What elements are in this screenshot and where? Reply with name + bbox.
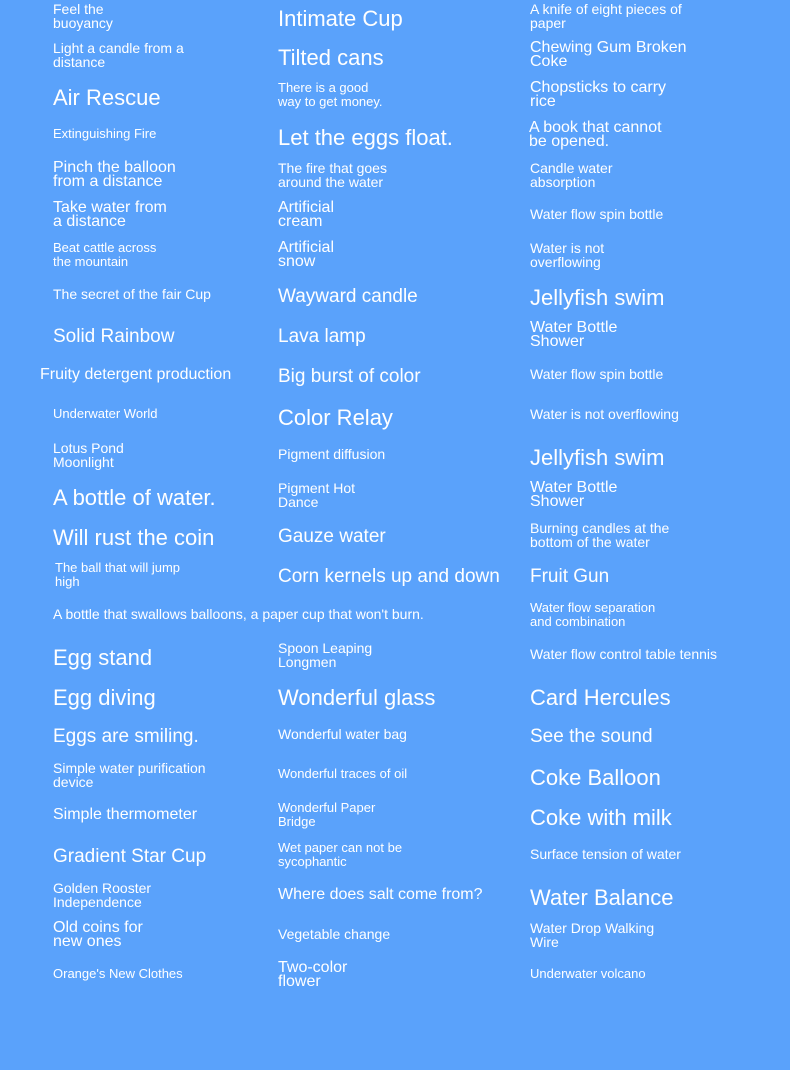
experiment-title-line: Artificial (278, 199, 335, 216)
experiment-title (278, 801, 375, 829)
experiment-title-line: Extinguishing Fire (53, 126, 157, 141)
experiment-title-line: around the water (278, 174, 384, 190)
experiment-title-line: Let the eggs float. (278, 125, 453, 150)
experiment-title (278, 8, 403, 30)
experiment-title (530, 687, 671, 709)
experiment-title (530, 887, 673, 909)
experiment-title-line: Eggs are smiling. (53, 726, 199, 747)
experiment-title (53, 327, 174, 346)
experiment-title (530, 161, 613, 189)
experiment-title (530, 287, 664, 309)
experiment-title (53, 201, 167, 229)
experiment-title-line: Water is not overflowing (530, 406, 679, 422)
experiment-title (278, 127, 453, 149)
experiment-title (530, 767, 661, 789)
experiment-title-line: Longmen (278, 654, 337, 670)
experiment-title-line: Water Drop Walking (530, 920, 655, 936)
experiment-title-line: device (53, 774, 94, 790)
experiment-title (530, 601, 655, 629)
experiment-title-line: Wonderful traces of oil (278, 766, 408, 781)
experiment-title-line: Coke Balloon (530, 765, 661, 790)
experiment-title-line: Water Bottle (530, 479, 618, 496)
experiment-title (53, 87, 161, 109)
experiment-title-line: new ones (53, 933, 122, 950)
experiment-title-line: The secret of the fair Cup (53, 286, 211, 302)
experiment-title (530, 2, 682, 30)
experiment-title (530, 807, 672, 829)
experiment-title-line: Big burst of color (278, 366, 421, 387)
experiment-title-line: Take water from (53, 199, 167, 216)
experiment-title-line: Air Rescue (53, 85, 161, 110)
experiment-title-line: the mountain (53, 254, 129, 269)
experiment-title-line: Surface tension of water (530, 846, 681, 862)
experiment-title (530, 727, 653, 746)
experiment-title-line: Fruity detergent production (40, 366, 232, 383)
experiment-title-line: Water flow separation (530, 600, 656, 615)
experiment-title (530, 447, 664, 469)
experiment-title-line: Chewing Gum Broken (530, 39, 687, 56)
experiment-title (53, 241, 156, 269)
experiment-title-line: sycophantic (278, 854, 347, 869)
experiment-title (530, 407, 679, 421)
experiment-title-line: Egg diving (53, 685, 156, 710)
experiment-title (53, 2, 113, 30)
experiment-title-line: Candle water (530, 160, 613, 176)
experiment-title (530, 647, 717, 661)
experiment-title-line: Burning candles at the (530, 520, 670, 536)
experiment-title-line: Intimate Cup (278, 6, 403, 31)
experiment-title-line: Wonderful glass (278, 685, 436, 710)
experiment-title-line: A book that cannot (529, 119, 662, 136)
experiment-title (278, 367, 421, 386)
experiment-title (530, 241, 604, 269)
experiment-title-line: Pinch the balloon (53, 159, 176, 176)
experiment-title-line: snow (278, 253, 316, 270)
experiment-title (278, 567, 500, 586)
experiment-title-line: See the sound (530, 726, 653, 747)
experiment-title-line: Lava lamp (278, 326, 366, 347)
experiment-title-line: flower (278, 973, 321, 990)
experiment-title (55, 561, 180, 589)
experiment-title-line: Pigment diffusion (278, 446, 386, 462)
experiment-title-line: The ball that will jump (55, 560, 180, 575)
experiment-title (278, 767, 407, 780)
experiment-title (278, 527, 386, 546)
experiment-title-line: Vegetable change (278, 926, 391, 942)
experiment-title-line: way to get money. (278, 94, 383, 109)
experiment-title-line: Dance (278, 494, 319, 510)
experiment-title-line: Shower (530, 493, 585, 510)
experiment-title-line: Coke with milk (530, 805, 672, 830)
experiment-title-line: Water is not (530, 240, 605, 256)
experiment-title (53, 41, 184, 69)
experiment-title-line: Two-color (278, 959, 348, 976)
experiment-title (53, 921, 143, 949)
experiment-title-line: rice (530, 93, 556, 110)
experiment-title-line: There is a good (278, 80, 369, 95)
experiment-title-line: Wet paper can not be (278, 840, 403, 855)
experiment-title (530, 521, 669, 549)
experiment-title (530, 481, 617, 509)
experiment-title-line: cream (278, 213, 323, 230)
experiment-title-line: Where does salt come from? (278, 886, 483, 903)
experiment-title (53, 487, 216, 509)
experiment-title (278, 961, 347, 989)
experiment-title-line: Gauze water (278, 526, 386, 547)
experiment-title-line: buoyancy (53, 15, 113, 31)
experiment-title (53, 127, 156, 140)
experiment-title-line: Tilted cans (278, 45, 384, 70)
experiment-title-line: Color Relay (278, 405, 393, 430)
experiment-title-line: Wire (530, 934, 559, 950)
experiment-title (530, 321, 617, 349)
experiment-title (53, 647, 152, 669)
experiment-title-line: Simple water purification (53, 760, 206, 776)
experiment-title (530, 567, 609, 586)
experiment-title-line: Jellyfish swim (530, 285, 665, 310)
experiment-title-line: The fire that goes (278, 160, 387, 176)
experiment-title-line: Water Balance (530, 885, 674, 910)
experiment-title-line: absorption (530, 174, 596, 190)
experiment-title (53, 407, 158, 420)
experiment-title-line: Water flow control table tennis (530, 646, 718, 662)
experiment-title-line: Bridge (278, 814, 316, 829)
experiment-title (530, 367, 663, 381)
experiment-title (278, 407, 393, 429)
experiment-title (278, 481, 355, 509)
experiment-title-line: Simple thermometer (53, 806, 198, 823)
experiment-title (53, 441, 124, 469)
experiment-title (278, 47, 384, 69)
experiment-title-line: Chopsticks to carry (530, 79, 667, 96)
experiment-title-line: Moonlight (53, 454, 114, 470)
experiment-title-line: Water Bottle (530, 319, 618, 336)
experiment-title (53, 847, 206, 866)
experiment-title-line: Wayward candle (278, 286, 418, 307)
experiment-title-line: and combination (530, 614, 626, 629)
experiment-title (278, 927, 390, 941)
experiment-title (53, 607, 424, 621)
experiment-title (278, 887, 483, 903)
experiment-title (530, 921, 654, 949)
experiment-title (278, 447, 385, 461)
experiment-title-line: Solid Rainbow (53, 326, 175, 347)
experiment-title-line: Shower (530, 333, 585, 350)
experiment-title-line: Egg stand (53, 645, 153, 670)
experiment-title (530, 847, 681, 861)
experiment-title-line: from a distance (53, 173, 163, 190)
experiment-title-line: overflowing (530, 254, 601, 270)
experiment-title-line: Gradient Star Cup (53, 846, 207, 867)
experiment-title-line: Underwater World (53, 406, 158, 421)
experiment-title-line: Jellyfish swim (530, 445, 665, 470)
experiment-title-line: Wonderful water bag (278, 726, 407, 742)
experiment-title-line: be opened. (529, 133, 610, 150)
experiment-title-line: Coke (530, 53, 568, 70)
experiment-title-line: Orange's New Clothes (53, 966, 183, 981)
experiment-title-line: Old coins for (53, 919, 143, 936)
experiment-title (53, 527, 214, 549)
experiment-title (530, 81, 666, 109)
experiment-title (278, 841, 402, 869)
experiment-title (530, 967, 646, 980)
experiment-title-line: Artificial (278, 239, 335, 256)
experiment-title-line: Water flow spin bottle (530, 366, 664, 382)
experiment-title (53, 287, 211, 301)
experiment-title-line: a distance (53, 213, 126, 230)
experiment-title-line: high (55, 574, 80, 589)
experiment-title-line: paper (530, 15, 566, 31)
experiment-title-line: Beat cattle across (53, 240, 157, 255)
experiment-title (40, 367, 231, 383)
experiment-title (278, 687, 435, 709)
experiment-title (529, 121, 662, 149)
experiment-title-line: A bottle of water. (53, 485, 216, 510)
experiment-title (53, 967, 183, 980)
experiment-title (53, 761, 206, 789)
experiment-title-line: Independence (53, 894, 142, 910)
experiment-title (53, 687, 156, 709)
experiment-title-line: Water flow spin bottle (530, 206, 664, 222)
experiment-title-line: Card Hercules (530, 685, 671, 710)
experiment-title (278, 641, 372, 669)
experiment-title-line: distance (53, 54, 106, 70)
experiment-title-line: Corn kernels up and down (278, 566, 500, 587)
experiment-title-line: Lotus Pond (53, 440, 124, 456)
experiment-title (530, 207, 663, 221)
experiment-title-line: Will rust the coin (53, 525, 215, 550)
experiment-title-line: Feel the (53, 1, 104, 17)
experiment-title (278, 241, 334, 269)
experiment-title-line: Spoon Leaping (278, 640, 373, 656)
experiment-title (278, 201, 334, 229)
experiment-title-line: A bottle that swallows balloons, a paper cup that won't burn. (53, 606, 424, 622)
experiment-title-line: Golden Rooster (53, 880, 152, 896)
experiment-title (278, 327, 366, 346)
experiment-title-line: Wonderful Paper (278, 800, 376, 815)
experiment-title-line: Light a candle from a (53, 40, 184, 56)
experiment-title (530, 41, 687, 69)
experiment-title (278, 727, 407, 741)
experiment-title (53, 161, 176, 189)
experiment-title (53, 807, 197, 823)
experiment-title (278, 81, 383, 109)
experiment-title-line: Fruit Gun (530, 566, 610, 587)
experiment-title-line: Pigment Hot (278, 480, 356, 496)
experiment-title (53, 881, 151, 909)
experiment-title (278, 161, 387, 189)
experiment-title-line: bottom of the water (530, 534, 650, 550)
experiment-title (53, 727, 199, 746)
experiment-title-line: Underwater volcano (530, 966, 646, 981)
experiment-title (278, 287, 418, 306)
experiment-title-line: A knife of eight pieces of (530, 1, 682, 17)
